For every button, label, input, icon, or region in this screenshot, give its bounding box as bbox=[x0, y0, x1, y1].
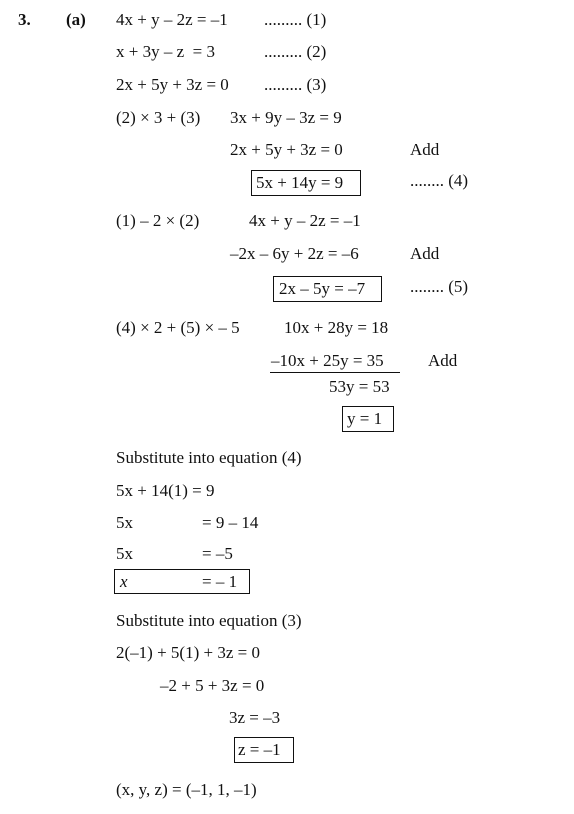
given-eq-3: 2x + 5y + 3z = 0 bbox=[116, 75, 229, 94]
sub1-line-3-rhs: = –5 bbox=[202, 544, 233, 563]
step3-sum: 53y = 53 bbox=[329, 377, 390, 396]
step1-ref: ........ (4) bbox=[410, 171, 469, 190]
step1-add-note: Add bbox=[410, 140, 440, 159]
step3-sum-rule bbox=[270, 372, 400, 373]
given-eq-1: 4x + y – 2z = –1 bbox=[116, 10, 228, 29]
step2-result: 2x – 5y = –7 bbox=[279, 279, 366, 298]
step3-add-note: Add bbox=[428, 351, 458, 370]
step3-line-2: –10x + 25y = 35 bbox=[271, 351, 384, 370]
step3-result: y = 1 bbox=[347, 409, 383, 428]
sub2-line-1: 2(–1) + 5(1) + 3z = 0 bbox=[116, 643, 260, 662]
step3-operation: (4) × 2 + (5) × – 5 bbox=[116, 318, 240, 337]
given-ref-1: ......... (1) bbox=[264, 10, 327, 29]
final-answer: (x, y, z) = (–1, 1, –1) bbox=[116, 780, 257, 799]
given-ref-2: ......... (2) bbox=[264, 42, 327, 61]
sub1-line-2-lhs: 5x bbox=[116, 513, 133, 532]
step3-line-1: 10x + 28y = 18 bbox=[284, 318, 389, 337]
step2-line-2: –2x – 6y + 2z = –6 bbox=[230, 244, 359, 263]
sub2-heading: Substitute into equation (3) bbox=[116, 611, 302, 630]
step1-line-1: 3x + 9y – 3z = 9 bbox=[230, 108, 342, 127]
sub1-heading: Substitute into equation (4) bbox=[116, 448, 302, 467]
sub2-line-3: 3z = –3 bbox=[229, 708, 281, 727]
given-ref-3: ......... (3) bbox=[264, 75, 327, 94]
sub1-line-1: 5x + 14(1) = 9 bbox=[116, 481, 215, 500]
sub2-line-2: –2 + 5 + 3z = 0 bbox=[160, 676, 265, 695]
sub2-result: z = –1 bbox=[238, 740, 281, 759]
sub1-line-3-lhs: 5x bbox=[116, 544, 133, 563]
step1-line-2: 2x + 5y + 3z = 0 bbox=[230, 140, 343, 159]
step1-operation: (2) × 3 + (3) bbox=[116, 108, 201, 127]
given-eq-2: x + 3y – z = 3 bbox=[116, 42, 215, 61]
sub1-line-4-rhs: = – 1 bbox=[202, 572, 238, 591]
step1-result: 5x + 14y = 9 bbox=[256, 173, 344, 192]
step2-operation: (1) – 2 × (2) bbox=[116, 211, 200, 230]
step2-ref: ........ (5) bbox=[410, 277, 469, 296]
sub1-line-4-lhs: x bbox=[120, 572, 128, 591]
problem-number: 3. bbox=[18, 10, 31, 29]
step2-add-note: Add bbox=[410, 244, 440, 263]
problem-part: (a) bbox=[66, 10, 86, 29]
sub1-line-2-rhs: = 9 – 14 bbox=[202, 513, 259, 532]
step2-line-1: 4x + y – 2z = –1 bbox=[249, 211, 361, 230]
